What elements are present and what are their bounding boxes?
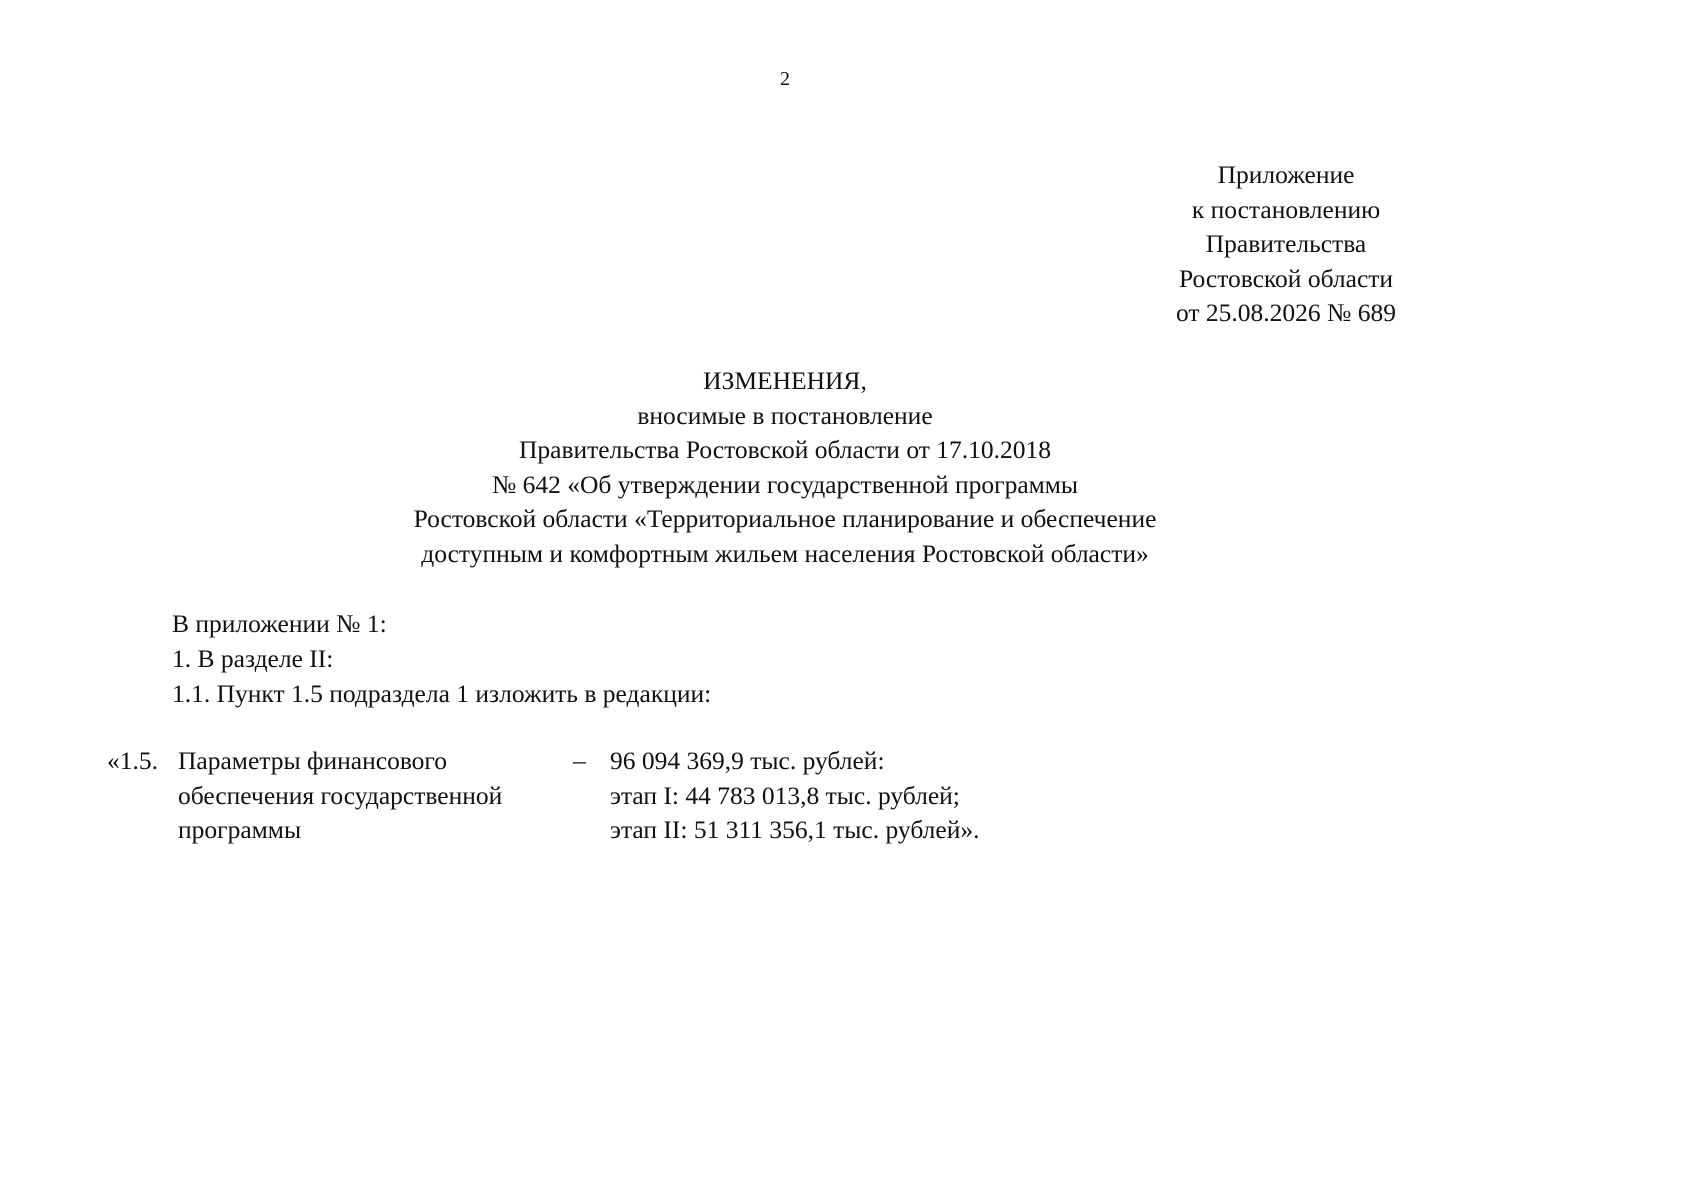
appendix-block [1136, 158, 1436, 331]
paragraph-label-line: обеспечения государственной [178, 780, 503, 810]
paragraph-values [610, 744, 979, 848]
paragraph-value-line: этап II: 51 311 356,1 тыс. рублей». [610, 815, 980, 844]
document-title: ИЗМЕНЕНИЯ, [703, 366, 867, 395]
body-text [172, 606, 711, 711]
paragraph-label-line: Параметры финансового [178, 746, 448, 775]
paragraph-number: «1.5. [107, 746, 158, 775]
paragraph-value-line: этап I: 44 783 013,8 тыс. рублей; [610, 780, 960, 810]
title-line: Ростовской области «Территориальное планирование и обеспечение [413, 504, 1157, 533]
title-line: № 642 «Об утверждении государственной программы [491, 469, 1079, 499]
title-line: Правительства Ростовской области от 17.10.2018 [518, 435, 1052, 464]
body-line: 1. В разделе II: [172, 644, 334, 673]
body-line: 1.1. Пункт 1.5 подраздела 1 изложить в редакции: [172, 679, 712, 708]
page-number: 2 [780, 68, 790, 90]
document-title-block [0, 364, 1570, 571]
paragraph-label [178, 744, 558, 848]
title-line: вносимые в постановление [637, 400, 933, 430]
paragraph-value-line: 96 094 369,9 тыс. рублей: [610, 746, 885, 775]
appendix-date-number: от 25.08.2026 № 689 [1175, 298, 1396, 327]
appendix-line: Правительства [1205, 229, 1367, 258]
body-line: В приложении № 1: [172, 609, 387, 638]
appendix-line: к постановлению [1191, 194, 1381, 224]
paragraph-label-line: программы [178, 815, 302, 844]
appendix-line: Ростовской области [1178, 263, 1394, 293]
appendix-line: Приложение [1217, 160, 1355, 189]
title-line: доступным и комфортным жильем населения Ростовской области» [421, 538, 1149, 568]
paragraph-dash: – [573, 746, 586, 775]
